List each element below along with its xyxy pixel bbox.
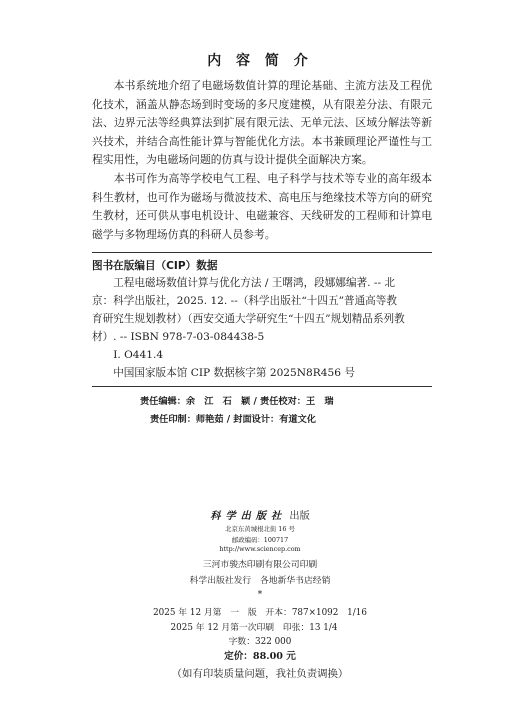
intro-text-2: 本书可作为高等学校电气工程、电子科学与技术等专业的高年级本科生教材，也可作为磁场与微波技术、高电压与绝缘技术等方向的研究生教材，还可供从事电机设计、电磁兼容、天线研发的工程师和计算电磁学与多物理场仿真的科研人员参考。 (92, 172, 432, 241)
publisher-suffix: 出版 (289, 511, 310, 522)
printing-line: 2025 年 12 月第一次印刷 印张：13 1/4 (170, 623, 338, 633)
separator-asterisk: * (257, 590, 263, 600)
intro-paragraph-2 (92, 170, 432, 244)
intro-paragraph-1 (92, 77, 432, 170)
word-count: 字数：322 000 (228, 637, 292, 647)
cip-top-rule (92, 252, 432, 253)
intro-text-1: 本书系统地介绍了电磁场数值计算的理论基础、主流方法及工程优化技术，涵盖从静态场到时变场的多尺度建模，从有限差分法、有限元法、边界元法等经典算法到扩展有限元法、无单元法、区域分解法等新兴技术，并结合高性能计算与智能优化方法。本书兼顾理论严谨性与工程实用性，为电磁场问题的仿真与设计提供全面解决方案。 (92, 79, 432, 166)
price: 定价：88.00 元 (224, 651, 296, 662)
cip-line-4: 材）. -- ISBN 978-7-03-084438-5 (92, 331, 265, 343)
publisher-address: 北京东黄城根北街 16 号 (225, 525, 295, 533)
cip-data-number: 中国国家版本馆 CIP 数据核字第 2025N8R456 号 (113, 367, 355, 379)
edition-line: 2025 年 12 月第 一 版 开本：787×1092 1/16 (153, 608, 367, 618)
cip-line-3: 育研究生规划教材）（西安交通大学研究生“十四五”规划精品系列教 (92, 313, 405, 325)
publisher-logo-text: 科学出版社 (210, 510, 287, 522)
distribution-line: 科学出版社发行 各地新华书店经销 (189, 576, 331, 586)
page-title: 内 容 简 介 (207, 53, 313, 69)
cip-line-1: 工程电磁场数值计算与优化方法 / 王曙鸿，段娜娜编著. -- 北 (113, 277, 396, 289)
publisher-website: http://www.sciencep.com (219, 545, 301, 553)
cip-classification: Ⅰ. O441.4 (113, 349, 164, 361)
cip-line-2: 京：科学出版社，2025. 12. --（科学出版社“十四五”普通高等教 (92, 295, 397, 307)
credits-production: 责任印制：师艳茹 / 封面设计：有道文化 (150, 414, 316, 425)
publisher-postcode: 邮政编码：100717 (231, 536, 289, 544)
quality-notice: （如有印装质量问题，我社负责调换） (171, 668, 349, 680)
publisher-name (0, 507, 520, 522)
cip-bottom-rule (92, 386, 432, 387)
cip-record (92, 274, 432, 382)
cip-header: 图书在版编目（CIP）数据 (92, 260, 218, 272)
printer-line: 三河市骏杰印刷有限公司印刷 (202, 560, 318, 570)
credits-editors: 责任编辑：余 江 石 颖 / 责任校对：王 瑞 (140, 396, 334, 407)
